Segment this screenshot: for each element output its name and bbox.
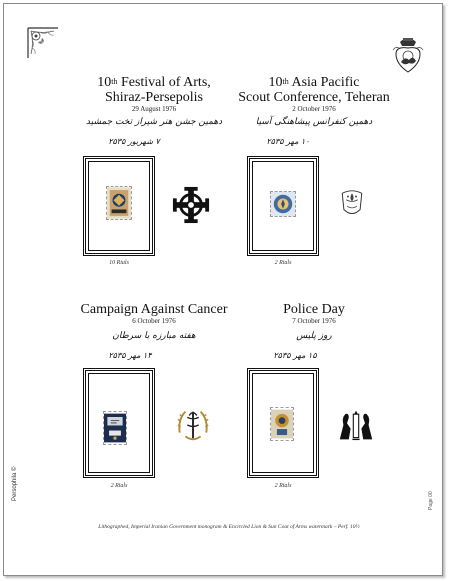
police-lions-emblem-icon xyxy=(334,407,378,443)
issue-date: 2 October 1976 xyxy=(292,105,336,113)
persian-date: ۷ شهریور ۲۵۳۵ xyxy=(108,137,160,146)
stamp-title xyxy=(74,75,234,105)
issue-date: 6 October 1976 xyxy=(132,317,176,325)
festival-emblem-icon xyxy=(172,186,210,224)
persian-date: ۱۰ مهر ۲۵۳۵ xyxy=(266,137,310,146)
album-page xyxy=(3,3,443,576)
title-number: 10 xyxy=(97,75,112,90)
title-superscript: th xyxy=(111,77,118,86)
stamp-title xyxy=(229,75,399,105)
stamp-image xyxy=(103,411,127,445)
stamp-image xyxy=(270,191,296,217)
publisher-mark: Persophila © xyxy=(12,466,18,501)
face-value: 2 Rials xyxy=(274,483,292,489)
title-line: Festival of Arts, xyxy=(120,75,211,90)
stamp-mount-frame xyxy=(83,156,155,256)
title-line: Campaign Against Cancer xyxy=(80,302,228,317)
title-superscript: th xyxy=(282,77,289,86)
issue-date: 29 August 1976 xyxy=(131,105,177,113)
stamp-mount-frame xyxy=(247,156,319,256)
persian-title: روز پلیس xyxy=(296,331,332,341)
stamp-title xyxy=(64,302,244,317)
face-value: 2 Rials xyxy=(274,260,292,266)
issue-date: 7 October 1976 xyxy=(292,317,336,325)
face-value: 10 Rials xyxy=(109,260,129,266)
title-line: Shiraz-Persepolis xyxy=(105,90,203,105)
scout-emblem-icon xyxy=(339,186,365,220)
persian-date: ۱۴ مهر ۲۵۳۵ xyxy=(108,351,152,360)
stamp-mount-frame xyxy=(247,368,319,478)
ornament-corner-icon xyxy=(26,26,60,60)
stamp-image xyxy=(106,186,132,220)
persian-title: دهمین جشن هنر شیراز تخت جمشید xyxy=(85,117,223,127)
face-value: 2 Rials xyxy=(110,483,128,489)
persian-title: دهمین کنفرانس پیشاهنگی آسیا xyxy=(255,117,373,127)
title-line: Scout Conference, Teheran xyxy=(238,90,390,105)
title-line: Asia Pacific xyxy=(291,75,360,90)
stamp-title xyxy=(229,302,399,317)
footer-note: Lithographed, Imperial Iranian Government monogram & Encircled Lion & Sun Coat of Arms watermark – Perf. 10½ xyxy=(98,524,360,530)
page-number: Page 00 xyxy=(428,491,434,510)
stamp-mount-frame xyxy=(83,368,155,478)
persian-date: ۱۵ مهر ۲۵۳۵ xyxy=(273,351,317,360)
title-line: Police Day xyxy=(283,302,345,317)
lion-sun-crest-icon xyxy=(390,32,426,76)
caduceus-emblem-icon xyxy=(174,406,212,444)
persian-title: هفته مبارزه با سرطان xyxy=(112,331,196,341)
stamp-image xyxy=(270,407,294,441)
title-number: 10 xyxy=(268,75,283,90)
